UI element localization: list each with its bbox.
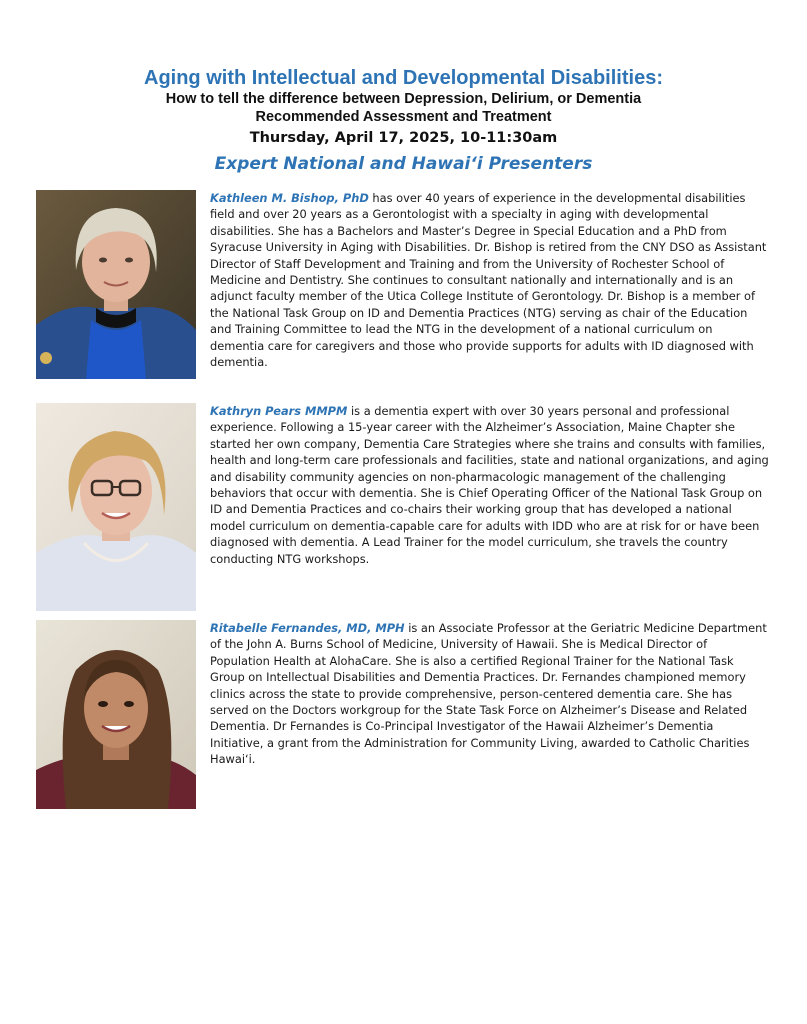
portrait-photo bbox=[36, 403, 196, 611]
presenter-bio-text: has over 40 years of experience in the developmental disabilities field and over 20 years as a Gerontologist with a specialty in aging with developmental disabilities. She has a Bachelors and Master’s Degree in Special Education and a PhD from Syracuse University in Aging with Disabilities. Dr. Bishop is retired from the CNY DSO as Assistant Director of Staff Development and Training and from the University of Rochester School of Medicine and Dentistry. She continues to consultant nationally and internationally and is an adjunct faculty member of the Utica College Institute of Gerontology. Dr. Bishop is a member of the National Task Group on ID and Dementia Practices (NTG) serving as chair of the Education and Training Committee to lead the NTG in the development of a national curriculum on dementia care for caregivers and those who provide supports for adults with ID diagnosed with dementia. bbox=[210, 191, 767, 370]
presenter-bio bbox=[210, 190, 770, 370]
presenter-bio bbox=[210, 620, 770, 768]
page-title: Aging with Intellectual and Developmental Disabilities: bbox=[144, 67, 663, 89]
event-date: Thursday, April 17, 2025, 10-11:30am bbox=[249, 130, 558, 146]
presenter-bio-text: is an Associate Professor at the Geriatric Medicine Department of the John A. Burns School of Medicine, University of Hawaii. She is Medical Director of Population Health at AlohaCare. She is also a certified Regional Trainer for the National Task Group on Intellectual Disabilities and Dementia Practices. Dr. Fernandes championed memory clinics across the state to provide comprehensive, person-centered dementia care. She has served on the Doctors workgroup for the State Task Force on Alzheimer’s Disease and Related Dementia. Dr Fernandes is Co-Principal Investigator of the Hawaii Alzheimer’s Dementia Initiative, a grant from the Administration for Community Living, awarded to Catholic Charities Hawai‘i. bbox=[210, 621, 767, 767]
portrait-photo bbox=[36, 620, 196, 809]
presenter-name: Kathleen M. Bishop, PhD bbox=[210, 191, 369, 205]
portrait-photo bbox=[36, 190, 196, 379]
presenter-name: Ritabelle Fernandes, MD, MPH bbox=[210, 621, 405, 635]
subtitle-line-2: Recommended Assessment and Treatment bbox=[255, 109, 552, 125]
presenter-name: Kathryn Pears MMPM bbox=[210, 404, 348, 418]
presenter-bio-text: is a dementia expert with over 30 years personal and professional experience. Following a 15-year career with the Alzheimer’s Association, Maine Chapter she started her own company, Dementia Care Strategies where she trains and consults with families, health and long-term care professionals and facilities, state and national organizations, and aging and disability community agencies on non-pharmacologic management of the challenging behaviors that occur with dementia. She is Chief Operating Officer of the National Task Group on ID and Dementia Practices and co-chairs their working group that has developed a national model curriculum on dementia-capable care for adults with IDD who are at risk for or have been diagnosed with dementia. A Lead Trainer for the model curriculum, she travels the country conducting NTG workshops. bbox=[210, 404, 769, 566]
section-heading: Expert National and Hawai‘i Presenters bbox=[214, 154, 593, 174]
flyer-header bbox=[0, 66, 807, 176]
subtitle-line-1: How to tell the difference between Depression, Delirium, or Dementia bbox=[165, 91, 642, 107]
presenter-bio bbox=[210, 403, 770, 567]
